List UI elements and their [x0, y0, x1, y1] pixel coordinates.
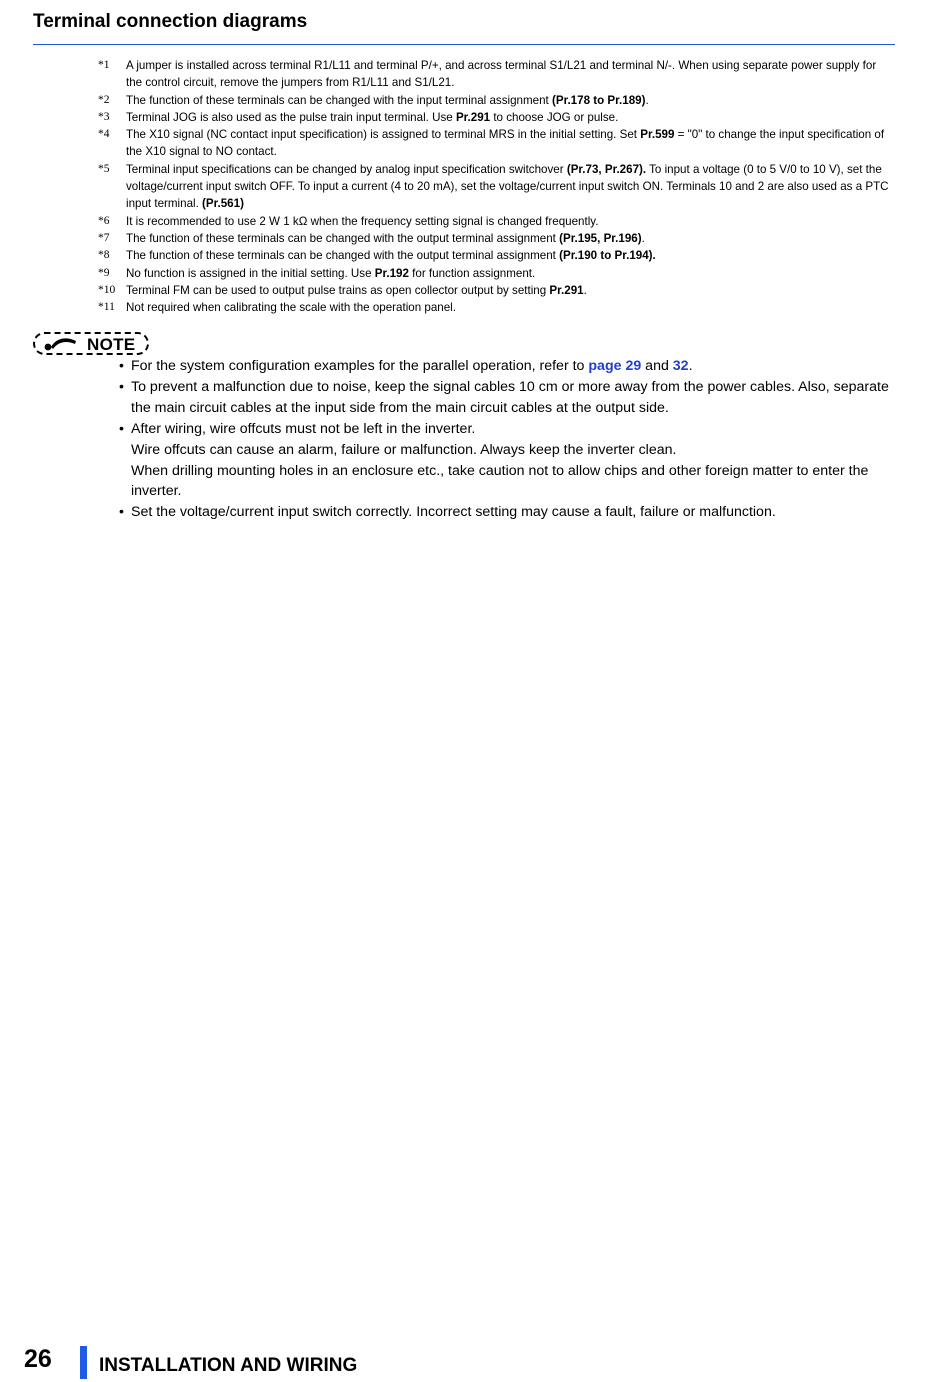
note-line [131, 377, 896, 419]
note-pencil-icon [42, 336, 82, 352]
note-text: For the system configuration examples for the parallel operation, refer to [131, 358, 589, 374]
footnote-mark: *7 [98, 231, 110, 244]
note-text: To prevent a malfunction due to noise, keep the signal cables 10 cm or more away from the power cables. Also, separate the main circuit cables at the input side from the main circuit cables at the output side. [131, 378, 889, 416]
footnote-item [96, 282, 894, 299]
footnote-list [96, 57, 894, 316]
footnote-item [96, 109, 894, 126]
footnote-text: to choose JOG or pulse. [490, 110, 619, 124]
footnote-item [96, 126, 894, 161]
note-item [118, 419, 896, 503]
footnote-text: . [583, 283, 587, 297]
note-label: NOTE [87, 335, 136, 354]
note-text: After wiring, wire offcuts must not be left in the inverter. [131, 420, 476, 437]
footnote-item [96, 161, 894, 213]
note-badge [33, 332, 149, 355]
footnote-text: To input a voltage (0 to 5 V/0 to 10 V), set the voltage/current input switch OFF. To input a current (4 to 20 mA), set the voltage/current input switch ON. Terminals 10 and 2 are also used as a PTC input terminal. [126, 162, 889, 211]
footnote-mark: *1 [98, 59, 110, 71]
page-title: Terminal connection diagrams [33, 11, 308, 32]
footnote-item [96, 247, 894, 264]
note-item [118, 356, 896, 377]
section-title: INSTALLATION AND WIRING [99, 1355, 358, 1376]
footnote-text: Terminal JOG is also used as the pulse train input terminal. Use [126, 110, 456, 124]
page-link[interactable]: 32 [672, 358, 689, 374]
footnote-mark: *5 [98, 162, 110, 175]
note-line [131, 440, 896, 461]
footnote-text: . [645, 93, 649, 107]
parameter-reference: (Pr.195, Pr.196) [559, 231, 642, 245]
bullet-icon: • [119, 358, 124, 374]
footnote-text: = "0" to change the input specification of the X10 signal to NO contact. [126, 128, 885, 159]
footnote-item [96, 230, 894, 247]
footnote-text: The function of these terminals can be changed with the input terminal assignment [126, 93, 552, 107]
note-text: Set the voltage/current input switch correctly. Incorrect setting may cause a fault, failure or malfunction. [131, 504, 776, 521]
note-text: . [688, 358, 693, 374]
note-line [131, 419, 896, 440]
note-item [118, 502, 896, 523]
note-line [131, 356, 896, 377]
footnote-mark: *4 [98, 128, 110, 141]
footnote-mark: *9 [98, 266, 110, 279]
parameter-reference: Pr.291 [455, 110, 491, 124]
note-text: Wire offcuts can cause an alarm, failure or malfunction. Always keep the inverter clean. [131, 441, 677, 458]
parameter-reference: (Pr.178 to Pr.189) [552, 93, 646, 107]
bullet-icon: • [119, 378, 124, 395]
note-text: and [641, 358, 673, 374]
footnote-text: The function of these terminals can be changed with the output terminal assignment [126, 231, 560, 245]
footnote-item [96, 299, 894, 316]
bullet-icon: • [119, 504, 124, 521]
parameter-reference: (Pr.190 to Pr.194). [559, 249, 656, 263]
footnote-text: for function assignment. [408, 266, 536, 280]
parameter-reference: (Pr.561) [202, 197, 244, 211]
footnote-text: It is recommended to use 2 W 1 kΩ when the frequency setting signal is changed frequently. [126, 214, 599, 228]
footnote-mark: *6 [98, 214, 110, 227]
footnote-item [96, 213, 894, 230]
footnote-text: The X10 signal (NC contact input specification) is assigned to terminal MRS in the initial setting. Set [126, 128, 641, 142]
footer-accent-bar [80, 1346, 87, 1379]
note-list [118, 356, 896, 523]
note-item [118, 377, 896, 419]
parameter-reference: (Pr.73, Pr.267). [566, 162, 647, 176]
note-line [131, 461, 896, 503]
bullet-icon: • [119, 420, 124, 437]
parameter-reference: Pr.599 [640, 128, 675, 142]
parameter-reference: Pr.192 [374, 266, 409, 280]
footnote-text: Terminal FM can be used to output pulse trains as open collector output by setting [126, 283, 550, 297]
footnote-mark: *10 [98, 283, 116, 296]
footnote-mark: *3 [98, 110, 110, 123]
parameter-reference: Pr.291 [549, 283, 584, 297]
footnote-text: The function of these terminals can be changed with the output terminal assignment [126, 249, 560, 263]
footnote-mark: *8 [98, 249, 110, 262]
note-line [131, 502, 896, 523]
footnote-text: No function is assigned in the initial setting. Use [126, 266, 375, 280]
page-link[interactable]: page 29 [588, 358, 642, 374]
footnote-item [96, 265, 894, 282]
note-text: When drilling mounting holes in an enclosure etc., take caution not to allow chips and other foreign matter to enter the inverter. [131, 462, 869, 500]
footnote-text: Not required when calibrating the scale with the operation panel. [126, 301, 456, 315]
footnote-text: Terminal input specifications can be changed by analog input specification switchover [126, 162, 567, 176]
footnote-mark: *11 [98, 301, 115, 314]
footnote-text: A jumper is installed across terminal R1/L11 and terminal P/+, and across terminal S1/L21 and terminal N/-. When using separate power supply for the control circuit, remove the jumpers from R1/L11 and S1/L21. [126, 59, 877, 90]
footnote-mark: *2 [98, 93, 110, 106]
page-number: 26 [24, 1345, 52, 1373]
footnote-item [96, 92, 894, 109]
footnote-text: . [641, 231, 645, 245]
header-divider [33, 44, 895, 45]
footnote-item [96, 57, 894, 92]
